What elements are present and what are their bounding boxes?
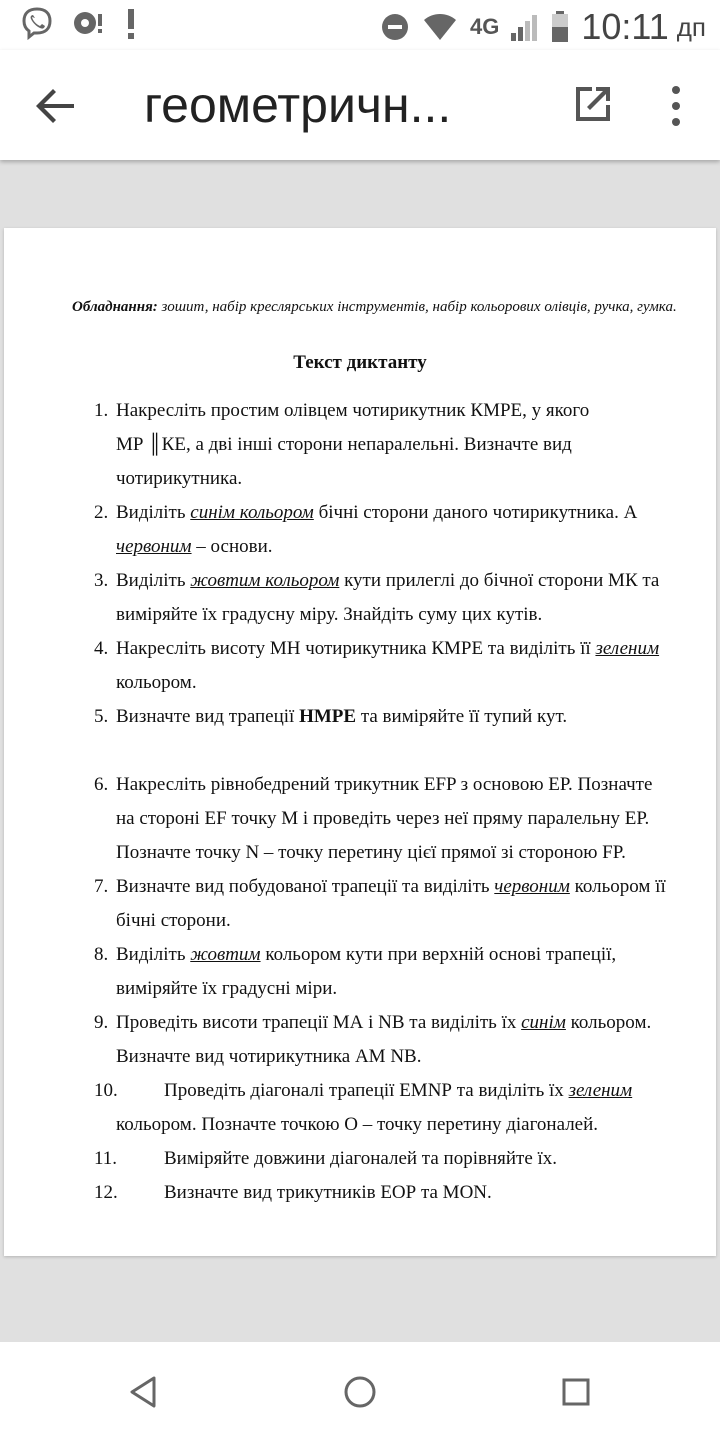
item-number: 6. bbox=[94, 774, 109, 795]
list-item bbox=[94, 1074, 694, 1142]
item-text: Визначте вид побудованої трапеції та виділіть bbox=[116, 876, 495, 897]
item-text: бічні сторони даного чотирикутника. А bbox=[313, 502, 638, 523]
clock: 10:11 bbox=[581, 6, 669, 47]
wifi-icon bbox=[422, 12, 458, 42]
item-line: кольором. Позначте точкою О – точку перетину діагоналей. bbox=[116, 1114, 599, 1135]
navigation-bar bbox=[0, 1342, 720, 1440]
viber-icon bbox=[20, 6, 54, 40]
status-left-icons bbox=[20, 6, 138, 40]
item-text: Накресліть висоту МН чотирикутника КМРЕ та виділіть її bbox=[116, 638, 596, 659]
item-number: 2. bbox=[94, 502, 109, 523]
list-item bbox=[94, 632, 694, 700]
item-highlight: червоним bbox=[494, 876, 570, 897]
item-line: виміряйте їх градусну міру. Знайдіть суму цих кутів. bbox=[116, 604, 543, 625]
item-highlight: синім кольором bbox=[190, 502, 314, 523]
item-number: 10. bbox=[94, 1080, 118, 1101]
item-highlight: зеленим bbox=[568, 1080, 633, 1101]
list-item bbox=[94, 1142, 694, 1176]
alert-icon bbox=[124, 7, 138, 39]
item-text: кольором кути при верхній основі трапеції, bbox=[260, 944, 617, 965]
item-text: Виділіть bbox=[116, 944, 191, 965]
item-text: Проведіть висоти трапеції МА і NB та виділіть їх bbox=[116, 1012, 522, 1033]
item-number: 7. bbox=[94, 876, 109, 897]
list-item bbox=[94, 1006, 694, 1074]
item-line: Визначте вид трикутників ЕОР та МОN. bbox=[164, 1182, 492, 1203]
item-text: Виділіть bbox=[116, 570, 191, 591]
item-highlight: зеленим bbox=[595, 638, 660, 659]
item-text: кути прилеглі до бічної сторони МК та bbox=[339, 570, 660, 591]
list-item bbox=[94, 564, 694, 632]
list-item bbox=[94, 700, 694, 734]
item-line: Позначте точку N – точку перетину цієї прямої зі стороною FP. bbox=[116, 842, 626, 863]
status-bar bbox=[0, 0, 720, 50]
equipment-paragraph bbox=[40, 298, 690, 316]
clock-ampm: дп bbox=[676, 11, 706, 42]
equipment-text: зошит, набір креслярських інструментів, набір кольорових олівців, ручка, гумка. bbox=[157, 299, 677, 315]
item-line: МР ║КЕ, а дві інші сторони непаралельні. Визначте вид bbox=[116, 434, 572, 455]
item-highlight: синім bbox=[521, 1012, 566, 1033]
item-text: кольором її bbox=[569, 876, 666, 897]
item-highlight: жовтим bbox=[190, 944, 261, 965]
dictation-heading: Текст диктанту bbox=[293, 352, 427, 373]
list-item bbox=[94, 870, 694, 938]
item-text: кольором. bbox=[565, 1012, 652, 1033]
item-line: Накресліть рівнобедрений трикутник EFP з основою ЕР. Позначте bbox=[116, 774, 653, 795]
app-bar bbox=[0, 50, 720, 160]
item-number: 9. bbox=[94, 1012, 109, 1033]
signal-icon bbox=[511, 13, 539, 41]
item-number: 5. bbox=[94, 706, 109, 727]
media-icon bbox=[72, 8, 106, 38]
item-number: 8. bbox=[94, 944, 109, 965]
item-line: Визначте вид чотирикутника АМ NB. bbox=[116, 1046, 422, 1067]
item-number: 4. bbox=[94, 638, 109, 659]
item-line: бічні сторони. bbox=[116, 910, 231, 931]
item-text: Визначте вид трапеції bbox=[116, 706, 300, 727]
item-text: та виміряйте її тупий кут. bbox=[356, 706, 568, 727]
nav-recents-icon[interactable] bbox=[556, 1372, 596, 1412]
item-highlight: жовтим кольором bbox=[190, 570, 340, 591]
item-number: 3. bbox=[94, 570, 109, 591]
document-page[interactable] bbox=[4, 228, 716, 1256]
item-number: 1. bbox=[94, 400, 109, 421]
item-line: чотирикутника. bbox=[116, 468, 243, 489]
item-number: 11. bbox=[94, 1148, 118, 1169]
nav-back-icon[interactable] bbox=[124, 1372, 164, 1412]
item-text: – основи. bbox=[191, 536, 273, 557]
item-text: Виділіть bbox=[116, 502, 191, 523]
list-item bbox=[94, 394, 694, 496]
item-line: виміряйте їх градусні міри. bbox=[116, 978, 338, 999]
open-external-icon[interactable] bbox=[572, 83, 614, 125]
arrow-back-icon[interactable] bbox=[34, 84, 78, 128]
battery-icon bbox=[551, 11, 569, 43]
spacer bbox=[94, 734, 694, 768]
dnd-icon bbox=[380, 12, 410, 42]
item-line: кольором. bbox=[116, 672, 197, 693]
item-highlight: червоним bbox=[116, 536, 192, 557]
item-number: 12. bbox=[94, 1182, 118, 1203]
item-text: Проведіть діагоналі трапеції ЕМNР та виділіть їх bbox=[164, 1080, 569, 1101]
equipment-label: Обладнання: bbox=[72, 299, 158, 315]
item-line: Накресліть простим олівцем чотирикутник КМРЕ, у якого bbox=[116, 400, 590, 421]
item-bold: НМРЕ bbox=[299, 706, 357, 727]
nav-home-icon[interactable] bbox=[340, 1372, 380, 1412]
item-line: Виміряйте довжини діагоналей та порівняйте їх. bbox=[164, 1148, 558, 1169]
network-type: 4G bbox=[469, 14, 500, 39]
item-line: на стороні EF точку M і проведіть через неї пряму паралельну ЕР. bbox=[116, 808, 650, 829]
more-vert-icon[interactable] bbox=[664, 84, 688, 128]
list-item bbox=[94, 768, 694, 870]
list-item bbox=[94, 1176, 694, 1210]
list-item bbox=[94, 496, 694, 564]
task-list bbox=[94, 394, 694, 1210]
status-right-icons bbox=[380, 6, 706, 48]
list-item bbox=[94, 938, 694, 1006]
document-title: геометричн... bbox=[144, 77, 452, 133]
